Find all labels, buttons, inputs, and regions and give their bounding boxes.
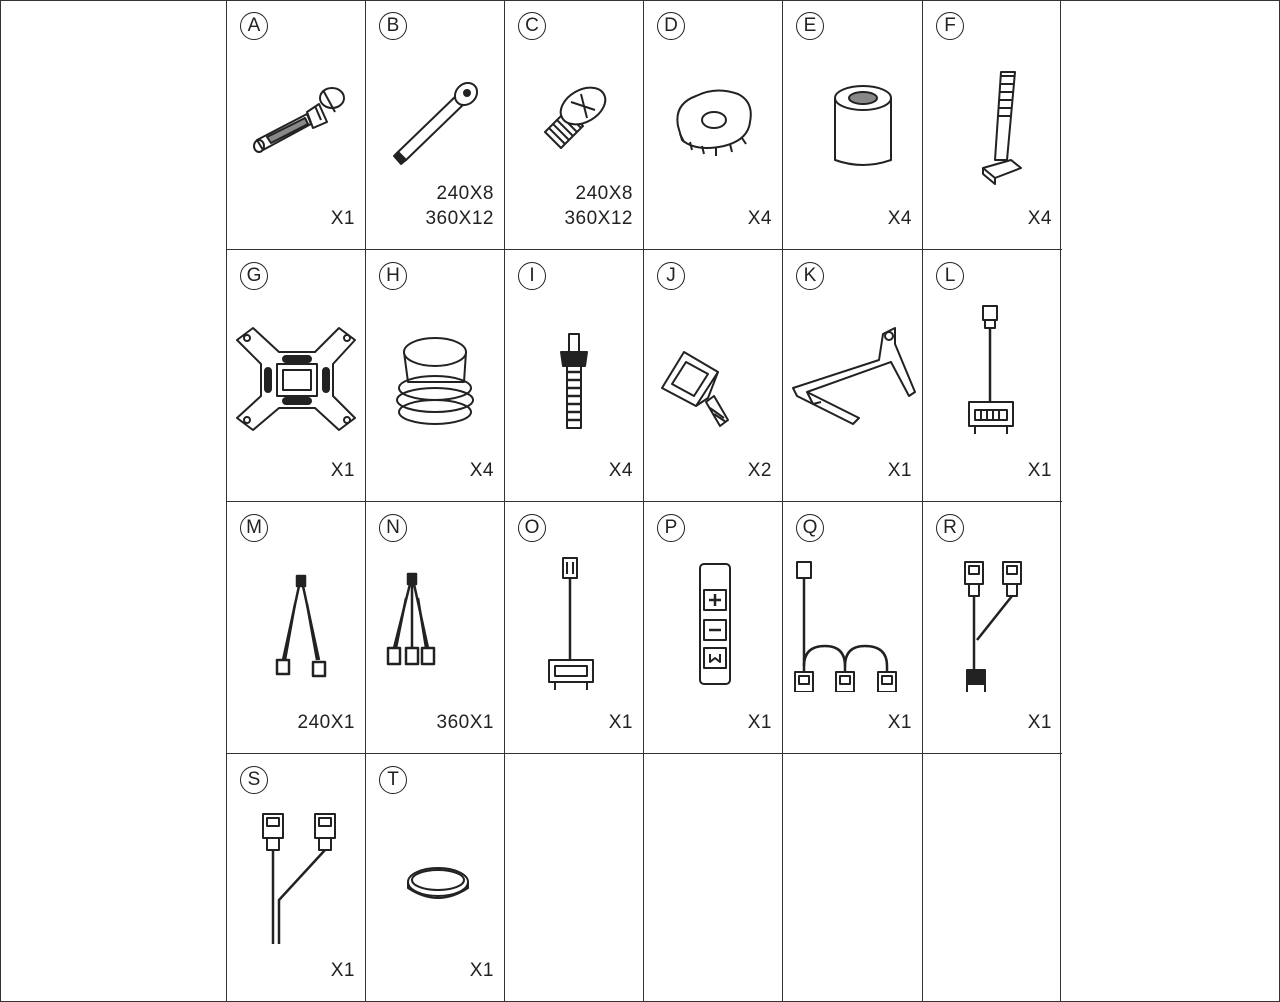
part-cell-e	[783, 0, 923, 250]
part-letter: P	[657, 514, 685, 542]
empty-cell	[505, 754, 644, 1001]
part-cell-i	[505, 250, 644, 502]
fan-splitter-header-icon	[227, 796, 366, 944]
part-cell-t	[366, 754, 505, 1001]
part-quantity: X1	[747, 712, 772, 733]
part-letter: H	[379, 262, 407, 290]
part-letter: L	[936, 262, 964, 290]
part-letter: T	[379, 766, 407, 794]
part-cell-b	[366, 0, 505, 250]
part-quantity: X1	[330, 960, 355, 981]
part-quantity: 240X8 360X12	[425, 183, 494, 229]
thumb-nut-icon	[644, 42, 783, 190]
part-letter: R	[936, 514, 964, 542]
triple-splitter-cable-icon	[366, 544, 505, 692]
part-letter: C	[518, 12, 546, 40]
controller-icon	[644, 544, 783, 692]
spring-icon	[366, 292, 505, 440]
part-quantity: X4	[1027, 208, 1052, 229]
stud-bolt-icon	[505, 292, 644, 440]
part-cell-s	[227, 754, 366, 1001]
part-quantity: X1	[887, 712, 912, 733]
fan-splitter-cable-icon	[923, 544, 1062, 692]
part-cell-l	[923, 250, 1062, 502]
part-quantity: 360X1	[436, 712, 494, 733]
short-screw-icon	[505, 42, 644, 190]
empty-cell	[644, 754, 783, 1001]
part-letter: I	[518, 262, 546, 290]
part-cell-d	[644, 0, 783, 250]
long-screw-icon	[366, 42, 505, 190]
three-way-splitter-icon	[783, 544, 922, 692]
part-quantity: 240X1	[297, 712, 355, 733]
part-letter: G	[240, 262, 268, 290]
part-cell-g	[227, 250, 366, 502]
part-letter: D	[657, 12, 685, 40]
part-letter: Q	[796, 514, 824, 542]
part-quantity: X1	[330, 460, 355, 481]
clip-icon	[644, 292, 783, 440]
part-letter: J	[657, 262, 685, 290]
part-letter: M	[240, 514, 268, 542]
part-quantity: X4	[887, 208, 912, 229]
part-letter: A	[240, 12, 268, 40]
empty-cell	[923, 754, 1062, 1001]
part-cell-f	[923, 0, 1062, 250]
part-cell-c	[505, 0, 644, 250]
backplate-screw-icon	[923, 42, 1062, 190]
parts-grid	[226, 0, 1061, 1001]
part-cell-j	[644, 250, 783, 502]
part-letter: B	[379, 12, 407, 40]
part-quantity: X1	[608, 712, 633, 733]
part-letter: K	[796, 262, 824, 290]
part-cell-m	[227, 502, 366, 754]
part-cell-p	[644, 502, 783, 754]
part-quantity: X4	[608, 460, 633, 481]
standoff-icon	[783, 42, 922, 190]
part-cell-k	[783, 250, 923, 502]
part-letter: O	[518, 514, 546, 542]
part-quantity: X2	[747, 460, 772, 481]
part-quantity: X4	[747, 208, 772, 229]
part-cell-h	[366, 250, 505, 502]
adapter-cable-icon	[505, 544, 644, 692]
part-quantity: X1	[469, 960, 494, 981]
connector-cable-icon	[923, 292, 1062, 440]
part-letter: N	[379, 514, 407, 542]
part-letter: F	[936, 12, 964, 40]
mounting-bracket-icon	[227, 292, 366, 440]
part-quantity: X1	[1027, 460, 1052, 481]
part-cell-r	[923, 502, 1062, 754]
part-quantity: 240X8 360X12	[564, 183, 633, 229]
empty-cell	[783, 754, 923, 1001]
retention-bracket-icon	[783, 292, 922, 440]
part-letter: E	[796, 12, 824, 40]
y-splitter-cable-icon	[227, 544, 366, 692]
part-letter: S	[240, 766, 268, 794]
part-quantity: X1	[330, 208, 355, 229]
thermal-pad-icon	[366, 796, 505, 944]
part-cell-q	[783, 502, 923, 754]
part-cell-a	[227, 0, 366, 250]
part-quantity: X1	[887, 460, 912, 481]
part-quantity: X1	[1027, 712, 1052, 733]
part-cell-n	[366, 502, 505, 754]
part-quantity: X4	[469, 460, 494, 481]
push-pin-icon	[227, 42, 366, 190]
part-cell-o	[505, 502, 644, 754]
